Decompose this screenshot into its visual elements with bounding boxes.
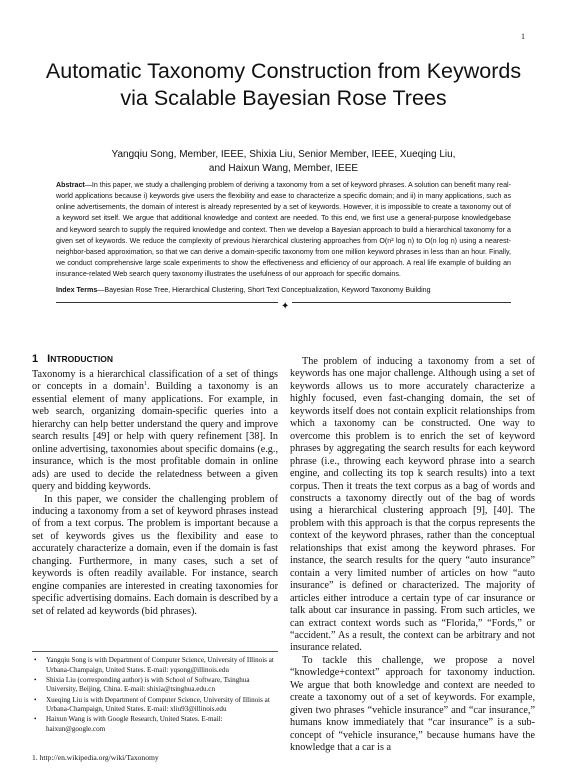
intro-paragraph-2: In this paper, we consider the challenging problem of inducing a taxonomy from a set of keyword phrases instead of from a text corpus. The problem is important because a set of keywords gives us the flexibility and ease to accurately characterize a domain, even if the domain is fast changing. Furthermore, in many cases, such a set of keywords is often readily available. For instance, search engine companies are interested in creating taxonomies for specific advertising domains. Each domain is described by a set of related ad keywords (bid phrases).: [32, 493, 278, 617]
affiliation-item: • Shixia Liu (corresponding author) is with School of Software, Tsinghua University, Beijing, China. E-mail: shixia@tsinghua.edu.cn: [34, 676, 278, 695]
section-number: 1: [32, 353, 39, 365]
separator-diamond-icon: ✦: [278, 302, 292, 312]
intro-paragraph-4: To tackle this challenge, we propose a novel “knowledge+context” approach for taxonomy induction. We argue that both knowledge and context are needed to create a taxonomy out of a set of keywords. For example, given two phrases “vehicle insurance” and “car insurance,” humans know immediately that “car insurance” is a sub-concept of “vehicle insurance,” because humans have the knowledge that a car is a: [290, 654, 535, 754]
intro-paragraph-1: [32, 369, 278, 494]
paper-title: Automatic Taxonomy Construction from Keywords via Scalable Bayesian Rose Trees: [45, 59, 522, 110]
footnote-marker: 1: [144, 381, 148, 388]
affiliation-item: • Xueqing Liu is with Department of Computer Science, University of Illinois at Urbana-Champaign, United States. E-mail: xliu93@illinois.edu: [34, 696, 278, 715]
intro-p1-text-a: Taxonomy is a hierarchical classification of a set of things or concepts in a domain: [32, 369, 278, 393]
abstract: [56, 180, 511, 280]
affiliation-list: [34, 656, 278, 735]
index-terms-label: Index Terms: [56, 286, 98, 294]
right-column: [290, 356, 535, 755]
author-list: [30, 148, 537, 176]
index-terms-text: —Bayesian Rose Tree, Hierarchical Clustering, Short Text Conceptualization, Keyword Taxonomy Building: [97, 286, 431, 294]
author-line-1: Yangqiu Song, Member, IEEE, Shixia Liu, Senior Member, IEEE, Xueqing Liu,: [111, 149, 456, 160]
left-column: [32, 352, 278, 618]
author-line-2: and Haixun Wang, Member, IEEE: [208, 163, 359, 174]
intro-paragraph-3: The problem of inducing a taxonomy from a set of keywords has one major challenge. Although using a set of keywords allows us to more accurately characterize a highly focused, even fast-changing domain, the set of keywords itself does not contain explicit relationships from which a taxonomy can be constructed. One way to overcome this problem is to enrich the set of keyword phrases by aggregating the search results for each keyword phrase (i.e., throwing each keyword phrase into a search engine, and collecting its top k search results) into a text corpus. Then it treats the text corpus as a bag of words and constructs a taxonomy directly out of the bag of words using a hierarchical clustering approach [9], [40]. The problem with this approach is that the corpus represents the context of the keyword phrases, rather than the conceptual relationships that exist among the keyword phrases. For instance, the search results for the query “auto insurance” contain a very limited number of articles on how “auto insurance” is defined or characterized. The majority of articles either introduce a certain type of car insurance or talk about car insurance in passing. From such articles, we can extract context words such as “Florida,” “Fords,” or “accident.” As a result, the context can be arbitrary and not insurance related.: [290, 356, 535, 654]
section-title-initial: I: [47, 353, 51, 365]
section-heading: [32, 352, 278, 366]
footnote: 1. http://en.wikipedia.org/wiki/Taxonomy: [32, 753, 159, 762]
affiliation-item: • Haixun Wang is with Google Research, United States. E-mail: haixun@google.com: [34, 715, 278, 734]
footnote-rule: [32, 651, 278, 652]
abstract-text: —In this paper, we study a challenging problem of deriving a taxonomy from a set of keyword phrases. A solution can benefit many real-world applications because i) keywords give users the flexibility and ease to characterize a specific domain; and ii) in many applications, such as online advertisements, the domain of interest is already represented by a set of keywords. However, it is impossible to create a taxonomy out of a keyword set itself. We argue that additional knowledge and context are needed. To this end, we first use a general-purpose knowledgebase and keyword search to supply the required knowledge and context. Then we develop a Bayesian approach to build a hierarchical taxonomy for a given set of keywords. We reduce the complexity of previous hierarchical clustering approaches from O(n² log n) to O(n log n) using a nearest-neighbor-based approximation, so that we can derive a domain-specific taxonomy from one million keyword phrases in less than an hour. Finally, we conduct comprehensive large scale experiments to show the effectiveness and efficiency of our approach. A real life example of building an insurance-related Web search query taxonomy illustrates the usefulness of our approach for specific domains.: [56, 181, 511, 279]
affiliation-item: • Yangqiu Song is with Department of Computer Science, University of Illinois at Urbana-Champaign, United States. E-mail: yqsong@illinois.edu: [34, 656, 278, 675]
intro-p1-text-b: . Building a taxonomy is an essential element of many applications. For example, in web search, organizing domain-specific queries into a hierarchy can help better understand the query and improve search results [49] or help with query refinement [38]. In online advertising, taxonomies about specific domains (e.g., insurance, which is the most profitable domain in online ads) are used to decide the relatedness between a given query and bidding keywords.: [32, 381, 278, 493]
abstract-label: Abstract: [56, 181, 85, 189]
section-title-rest: NTRODUCTION: [50, 354, 113, 364]
page-number: 1: [521, 32, 525, 41]
index-terms: [56, 285, 511, 295]
